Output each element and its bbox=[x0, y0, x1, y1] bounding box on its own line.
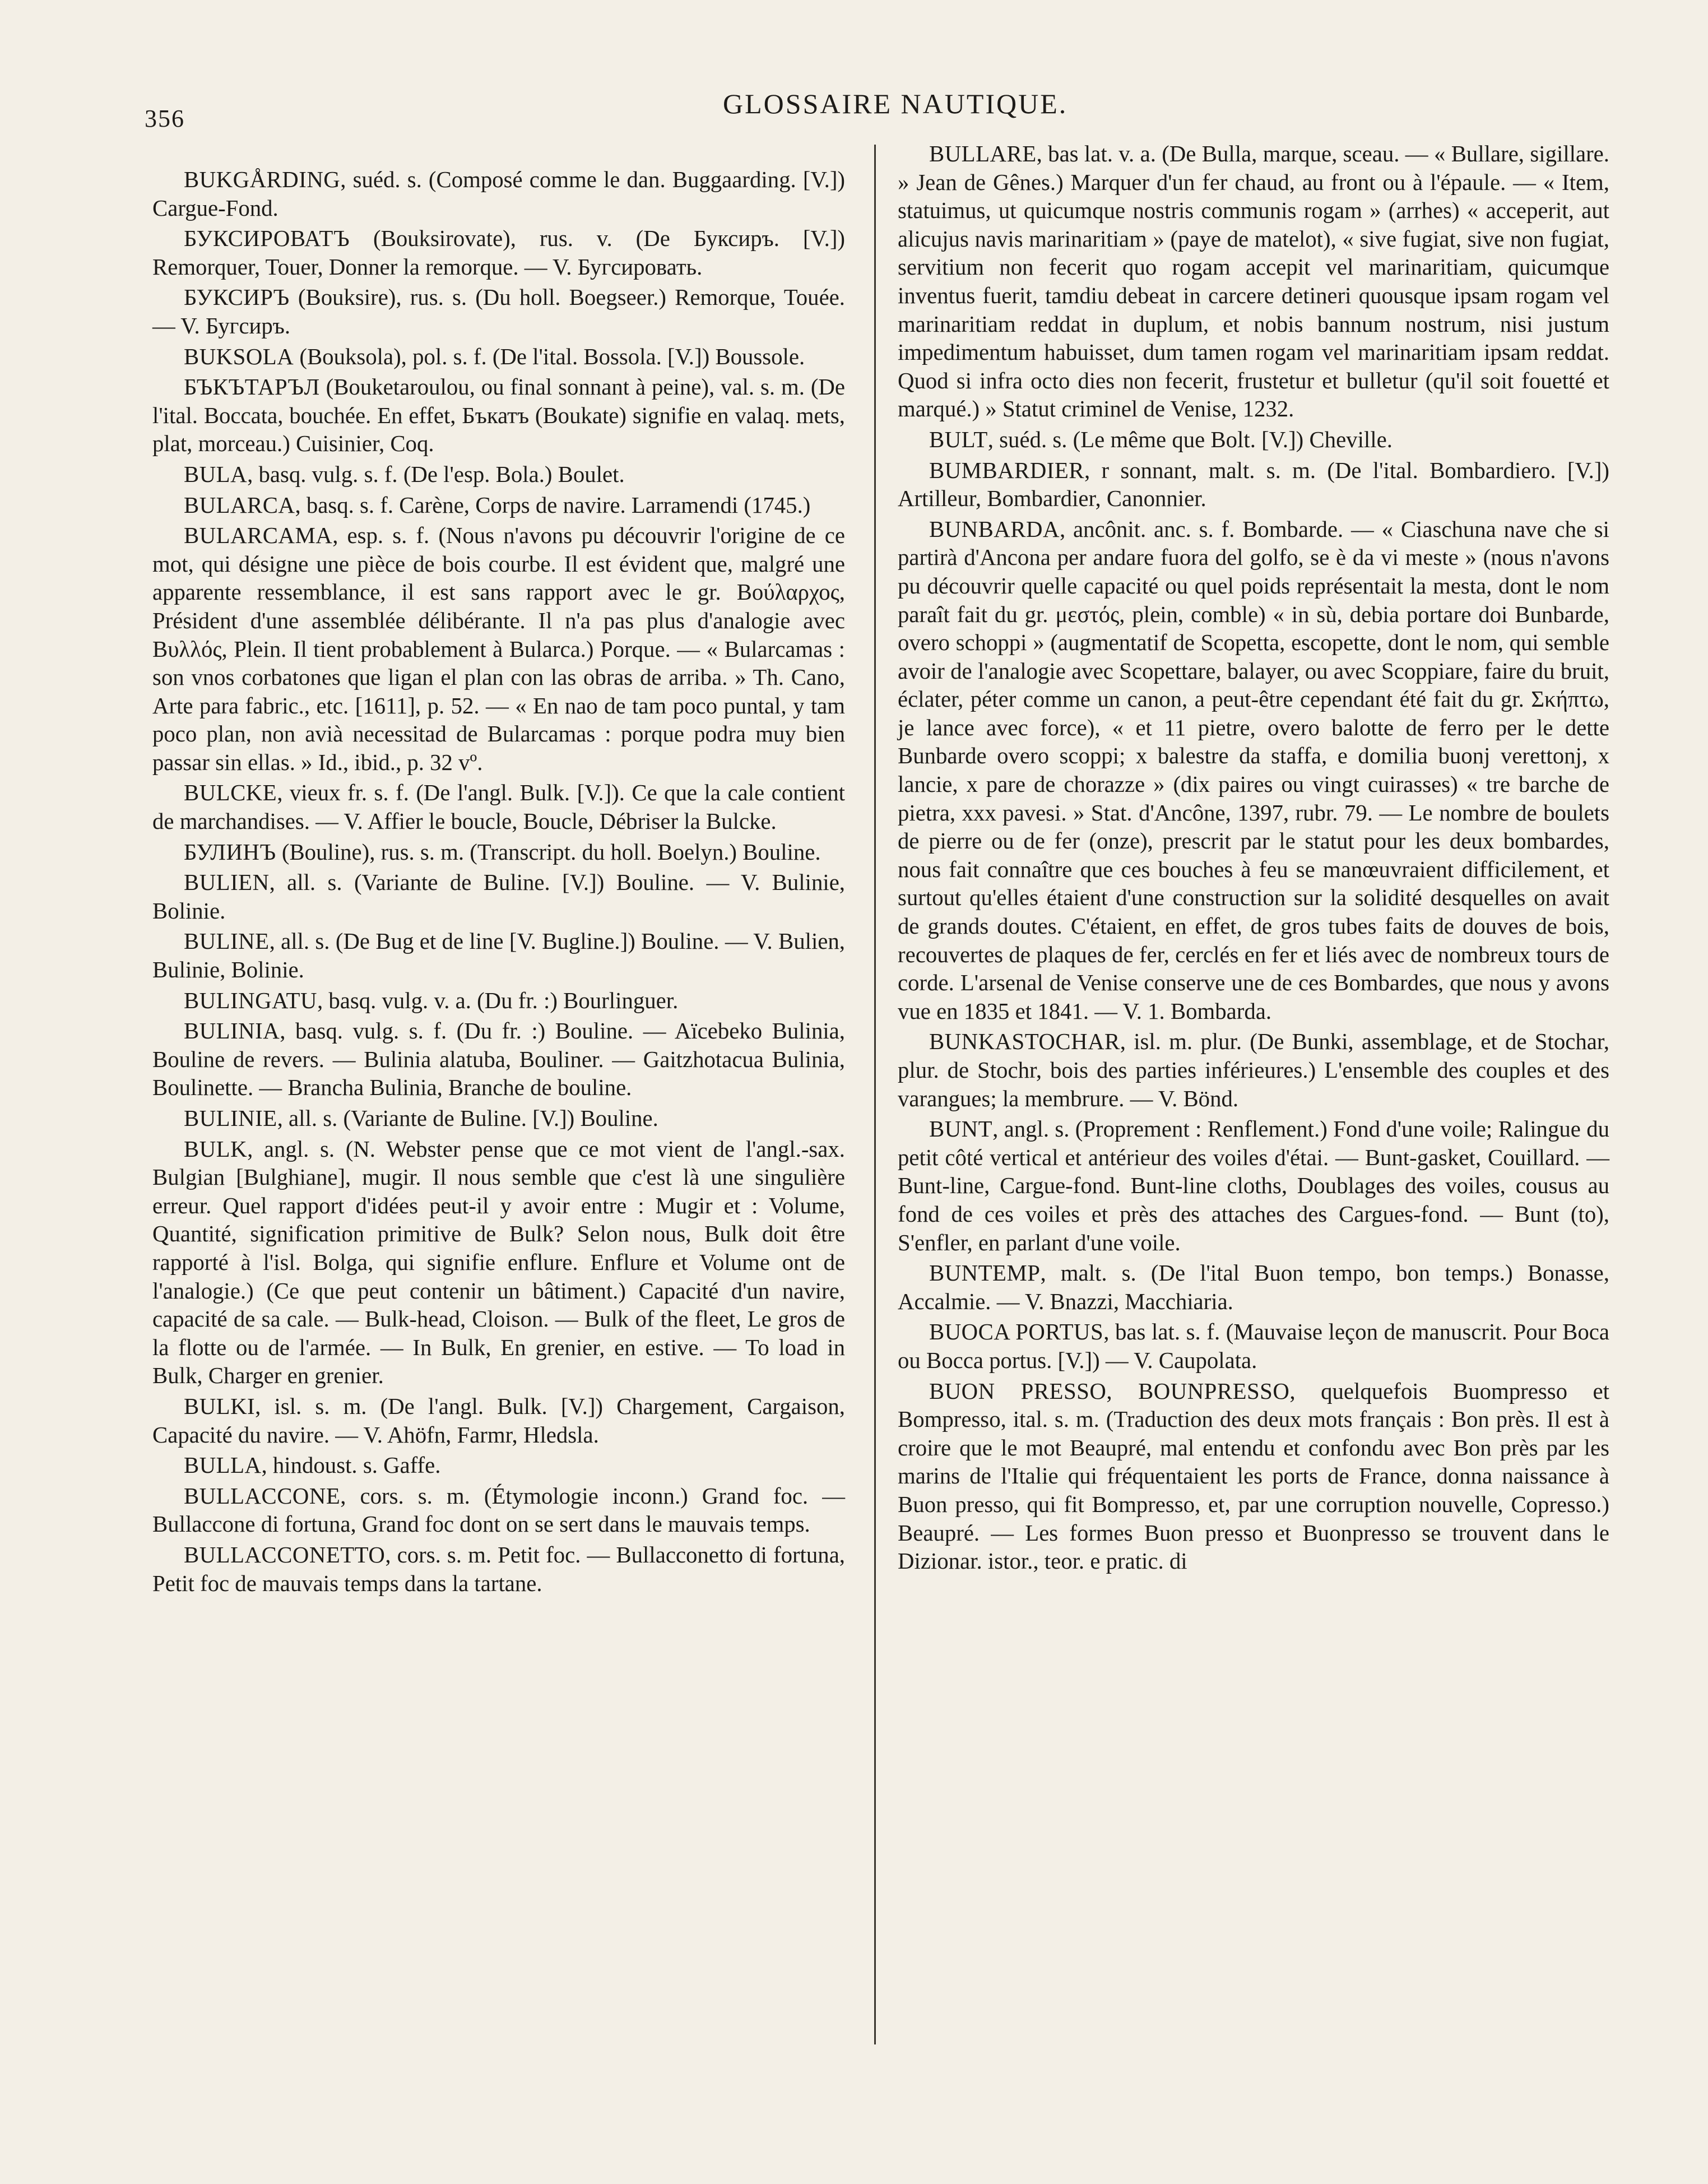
entry-text: , angl. s. (N. Webster pense que ce mot vient de l'angl.-sax. Bulgian [Bulghiane], mugir. Il nous semble que c'est là une singulière erreur. Quel rapport d'idées peut-il y avoir entre : Mugir et : Volume, Quantité, signification primitive de Bulk? Selon nous, Bulk doit être rapporté à l'isl. Bolga, qui signifie enflure. Enflure et Volume ont de l'analogie.) (Ce que peut contenir un bâtiment.) Capacité d'un navire, capacité de sa cale. — Bulk-head, Cloison. — Bulk of the fleet, Le gros de la flotte ou de l'armée. — In Bulk, En grenier, en estive. — To load in Bulk, Charger en grenier. bbox=[152, 1136, 845, 1389]
column-rule bbox=[874, 145, 876, 2044]
entry-headword: BUKGÅRDING bbox=[184, 167, 341, 192]
entry-bula bbox=[152, 461, 845, 489]
entry-text: , vieux fr. s. f. (De l'angl. Bulk. [V.]). Ce que la cale contient de marchandises. — V. Affier le boucle, Boucle, Débriser la Bulcke. bbox=[152, 780, 845, 834]
entry-text: (Bouksola), pol. s. f. (De l'ital. Bossola. [V.]) Boussole. bbox=[294, 344, 805, 369]
entry-bulinia bbox=[152, 1017, 845, 1102]
entry-headword: BUNTEMP bbox=[929, 1260, 1041, 1286]
entry-bulin-rus bbox=[152, 838, 845, 867]
entry-bumbardier bbox=[898, 457, 1609, 513]
left-column bbox=[152, 166, 845, 1600]
entry-buntemp bbox=[898, 1259, 1609, 1316]
entry-headword: БУКСИРОВАТЪ bbox=[184, 226, 350, 252]
entry-headword: БУЛИНЪ bbox=[184, 839, 276, 865]
entry-text: , esp. s. f. (Nous n'avons pu découvrir l'origine de ce mot, qui désigne une pièce de bois courbe. Il est évident que, malgré une apparente ressemblance, il est sans rapport avec le gr. Βούλαρχος, Président d'une assemblée délibérante. Il n'a pas plus d'analogie avec Βυλλός, Plein. Il tient probablement à Bularca.) Porque. — « Bularcamas : son vnos corbatones que ligan el plan con las obras de arriba. » Th. Cano, Arte para fabric., etc. [1611], p. 52. — « En nao de tam poco puntal, y tam poco plan, non avià necessitad de Bularcamas : porque podra muy bien passar sin ellas. » Id., ibid., p. 32 vº. bbox=[152, 523, 845, 775]
running-title: GLOSSAIRE NAUTIQUE. bbox=[723, 88, 1068, 119]
entry-headword: BULARCA bbox=[184, 492, 295, 518]
entry-buoca-portus bbox=[898, 1318, 1609, 1375]
entry-bularca bbox=[152, 491, 845, 520]
entry-buline bbox=[152, 928, 845, 984]
entry-headword: BULLARE bbox=[929, 141, 1037, 166]
entry-headword: BUON PRESSO, BOUNPRESSO bbox=[929, 1378, 1290, 1404]
entry-bulien bbox=[152, 869, 845, 925]
entry-headword: BUNKASTOCHAR bbox=[929, 1029, 1120, 1055]
entry-headword: BULIEN bbox=[184, 870, 270, 896]
entry-headword: BULLA bbox=[184, 1453, 262, 1478]
entry-headword: БЪКЪТАРЪЛ bbox=[184, 374, 320, 400]
entry-text: , all. s. (Variante de Buline. [V.]) Bouline. — V. Bulinie, Bolinie. bbox=[152, 870, 845, 924]
entry-text: , basq. s. f. Carène, Corps de navire. Larramendi (1745.) bbox=[295, 492, 811, 518]
entry-text: , ancônit. anc. s. f. Bombarde. — « Ciaschuna nave che si partirà d'Ancona per andare fuora del golfo, se è da vi meste » (nous n'avons pu découvrir quelle capacité ou quel poids représentait la mesta, dont le nom paraît fait du gr. μεστός, plein, comble) « in sù, debia portare doi Bunbarde, overo schoppi » (augmentatif de Scopetta, escopette, dont le nom, qui semble avoir de l'analogie avec Scopettare, balayer, ou avec Scoppiare, faire du bruit, éclater, péter comme un canon, a peut-être cependant été fait du gr. Σκήπτω, je lance avec force), « et 11 pietre, overo balotte de ferro per le dette Bunbarde overo scoppi; x balestre da staffa, e domilia buonj verettonj, x lancie, x pare de chorazze » (dix paires ou vingt cuirasses) « tre barche de pietra, xxx pavesi. » Stat. d'Ancône, 1397, rubr. 79. — Le nombre de boulets de pierre ou de fer (onze), prescrit par le statut pour les deux bombardes, nous fait connaître que ces bouches à feu se manœuvraient difficilement, et surtout qu'elles étaient d'une construction sur la solidité desquelles on avait de grands doutes. C'étaient, en effet, de gros tubes faits de douves de bois, recouvertes de plaques de fer, cerclés en fer et liés avec de nombreux tours de corde. L'arsenal de Venise conserve une de ces Bombardes, que nous y avons vue en 1835 et 1841. — V. 1. Bombarda. bbox=[898, 516, 1609, 1024]
entry-text: , suéd. s. (Le même que Bolt. [V.]) Cheville. bbox=[987, 426, 1393, 452]
entry-text: , isl. m. plur. (De Bunki, assemblage, et de Stochar, plur. de Stochr, bois des parties inférieures.) L'ensemble des couples et des varangues; la membrure. — V. Bönd. bbox=[898, 1029, 1609, 1111]
entry-text: , suéd. s. (Composé comme le dan. Buggaarding. [V.]) Cargue-Fond. bbox=[152, 167, 845, 221]
entry-bullaccone bbox=[152, 1482, 845, 1539]
entry-bunkastochar bbox=[898, 1028, 1609, 1113]
entry-text: , malt. s. (De l'ital Buon tempo, bon temps.) Bonasse, Accalmie. — V. Bnazzi, Macchiaria. bbox=[898, 1260, 1609, 1314]
entry-text: , hindoust. s. Gaffe. bbox=[261, 1453, 441, 1478]
entry-text: , r sonnant, malt. s. m. (De l'ital. Bombardiero. [V.]) Artilleur, Bombardier, Canonnier. bbox=[898, 457, 1609, 512]
entry-bulla bbox=[152, 1452, 845, 1480]
entry-headword: BULLACCONE bbox=[184, 1483, 341, 1509]
entry-buksola bbox=[152, 343, 845, 372]
page-number: 356 bbox=[145, 105, 185, 132]
right-column bbox=[898, 140, 1609, 1578]
entry-buksirovat bbox=[152, 225, 845, 281]
entry-buksir bbox=[152, 284, 845, 340]
entry-text: , cors. s. m. (Étymologie inconn.) Grand foc. — Bullaccone di fortuna, Grand foc dont on se sert dans le mauvais temps. bbox=[152, 1483, 845, 1537]
entry-headword: BULA bbox=[184, 461, 248, 487]
entry-text: , bas lat. v. a. (De Bulla, marque, sceau. — « Bullare, sigillare. » Jean de Gênes.) Marquer d'un fer chaud, au front ou à l'épaule. — « Item, statuimus, ut quicumque nostris communis rogam » (arrhes) « acceperit, aut alicujus navis marinaritiam » (paye de matelot), « sive fugiat, sive non fugiat, servitium non fecerit quo rogam accepit vel marinaritiam, quicumque inventus fuerit, tamdiu debeat in carcere detineri quousque ipsam rogam vel marinaritiam reddat in duplum, et nobis bannum nostrum, nisi justum impedimentum habuisset, dum tamen rogam vel marinaritiam ipsam reddat. Quod si infra octo dies non fecerit, frustetur et bulletur (qu'il soit fouetté et marqué.) » Statut criminel de Venise, 1232. bbox=[898, 141, 1609, 422]
entry-headword: BULINGATU bbox=[184, 987, 317, 1013]
entry-headword: BUNBARDA bbox=[929, 516, 1060, 542]
entry-bullare bbox=[898, 140, 1609, 424]
entry-headword: БУКСИРЪ bbox=[184, 285, 290, 310]
entry-text: , basq. vulg. s. f. (De l'esp. Bola.) Boulet. bbox=[247, 461, 625, 487]
entry-text: , bas lat. s. f. (Mauvaise leçon de manuscrit. Pour Boca ou Bocca portus. [V.]) — V. Caupolata. bbox=[898, 1319, 1609, 1373]
entry-bult bbox=[898, 426, 1609, 455]
entry-headword: BULK bbox=[184, 1136, 248, 1162]
entry-text: , all. s. (De Bug et de line [V. Bugline.]) Bouline. — V. Bulien, Bulinie, Bolinie. bbox=[152, 929, 845, 983]
entry-bulinie bbox=[152, 1105, 845, 1133]
entry-headword: BULARCAMA bbox=[184, 523, 333, 549]
entry-bunt bbox=[898, 1115, 1609, 1257]
entry-bularcama bbox=[152, 522, 845, 777]
entry-headword: BULCKE bbox=[184, 780, 277, 806]
entry-headword: BUKSOLA bbox=[184, 344, 294, 369]
entry-bulcke bbox=[152, 779, 845, 836]
entry-headword: BULLACCONETTO bbox=[184, 1542, 386, 1568]
entry-buon-presso bbox=[898, 1378, 1609, 1576]
entry-bullacconetto bbox=[152, 1541, 845, 1598]
entry-text: (Bouksire), rus. s. (Du holl. Boegseer.) Remorque, Touée. — V. Бугсиръ. bbox=[152, 285, 845, 339]
entry-bulki bbox=[152, 1393, 845, 1449]
entry-headword: BUOCA PORTUS bbox=[929, 1319, 1104, 1345]
entry-text: , isl. s. m. (De l'angl. Bulk. [V.]) Chargement, Cargaison, Capacité du navire. — V. Ahöfn, Farmr, Hledsla. bbox=[152, 1393, 845, 1448]
entry-headword: BULINIA bbox=[184, 1018, 280, 1044]
entry-text: , quelquefois Buompresso et Bompresso, ital. s. m. (Traduction des deux mots français : Bon près. Il est à croire que le mot Beaupré, mal entendu et confondu avec Bon près par les marins de l'Italie qui fréquentaient les ports de France, donna naissance à Buon presso, qui fit Bompresso, et, par une corruption nouvelle, Copresso.) Beaupré. — Les formes Buon presso et Buonpresso se trouvent dans le Dizionar. istor., teor. e pratic. di bbox=[898, 1378, 1609, 1574]
entry-bunbarda bbox=[898, 516, 1609, 1026]
entry-text: , all. s. (Variante de Buline. [V.]) Bouline. bbox=[277, 1106, 658, 1131]
entry-text: (Bouksirovate), rus. v. (De Буксиръ. [V.]) Remorquer, Touer, Donner la remorque. — V. Бугсировать. bbox=[152, 226, 845, 280]
entry-headword: BUNT bbox=[929, 1116, 993, 1142]
entry-text: , cors. s. m. Petit foc. — Bullacconetto di fortuna, Petit foc de mauvais temps dans la tartane. bbox=[152, 1542, 845, 1596]
entry-bulk bbox=[152, 1135, 845, 1390]
entry-buketarul bbox=[152, 373, 845, 458]
entry-text: (Bouline), rus. s. m. (Transcript. du holl. Boelyn.) Bouline. bbox=[276, 839, 821, 865]
entry-headword: BULKI bbox=[184, 1393, 256, 1419]
entry-text: (Bouketaroulou, ou final sonnant à peine), val. s. m. (De l'ital. Boccata, bouchée. En effet, Бъкатъ (Boukate) signifie en valaq. mets, plat, morceau.) Cuisinier, Coq. bbox=[152, 374, 845, 457]
entry-text: , angl. s. (Proprement : Renflement.) Fond d'une voile; Ralingue du petit côté vertical et antérieur des voiles d'étai. — Bunt-gasket, Couillard. — Bunt-line, Cargue-fond. Bunt-line cloths, Doublages des voiles, cousus au fond de ces voiles et près des attaches des Cargues-fond. — Bunt (to), S'enfler, en parlant d'une voile. bbox=[898, 1116, 1609, 1255]
entry-text: , basq. vulg. v. a. (Du fr. :) Bourlinguer. bbox=[317, 987, 679, 1013]
entry-headword: BULT bbox=[929, 426, 988, 452]
entry-headword: BULINE bbox=[184, 929, 270, 954]
entry-bukgarding bbox=[152, 166, 845, 222]
entry-headword: BUMBARDIER bbox=[929, 457, 1085, 483]
entry-text: , basq. vulg. s. f. (Du fr. :) Bouline. — Aïcebeko Bulinia, Bouline de revers. — Bulinia alatuba, Bouliner. — Gaitzhotacua Bulinia, Boulinette. — Brancha Bulinia, Branche de bouline. bbox=[152, 1018, 845, 1101]
entry-bulingatu bbox=[152, 987, 845, 1016]
entry-headword: BULINIE bbox=[184, 1106, 277, 1131]
